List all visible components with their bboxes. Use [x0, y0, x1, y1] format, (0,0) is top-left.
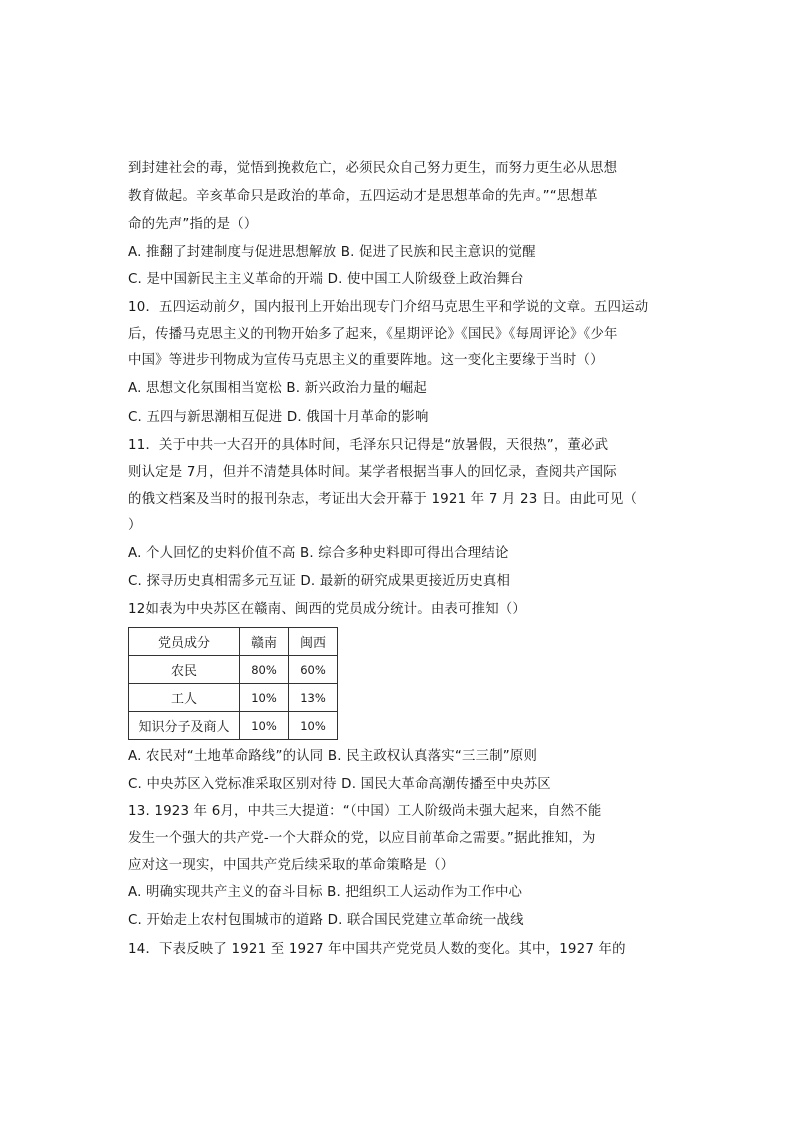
- q10-options-cd: C. 五四与新思潮相互促进 D. 俄国十月革命的影响: [128, 410, 429, 425]
- q9-stem-line-2: 教育做起。辛亥革命只是政治的革命，五四运动才是思想革命的先声。”“思想革: [128, 189, 598, 204]
- table-cell: 13%: [289, 684, 338, 712]
- q10-stem-line-3: 中国》等进步刊物成为宣传马克思主义的重要阵地。这一变化主要缘于当时（）: [128, 353, 604, 368]
- q9-options-cd: C. 是中国新民主主义革命的开端 D. 使中国工人阶级登上政治舞台: [128, 272, 524, 287]
- table-row: [129, 684, 338, 712]
- q11-stem-line-2: 则认定是 7月，但并不清楚具体时间。某学者根据当事人的回忆录，查阅共产国际: [128, 465, 617, 480]
- table-cell: 80%: [240, 656, 289, 684]
- q9-stem-line-1: 到封建社会的毒，觉悟到挽救危亡，必须民众自己努力更生，而努力更生必从思想: [128, 161, 618, 176]
- table-cell: 工人: [129, 684, 240, 712]
- q10-options-ab: A. 思想文化氛围相当宽松 B. 新兴政治力量的崛起: [128, 381, 428, 396]
- q11-options-cd: C. 探寻历史真相需多元互证 D. 最新的研究成果更接近历史真相: [128, 574, 511, 589]
- q11-options-ab: A. 个人回忆的史料价值不高 B. 综合多种史料即可得出合理结论: [128, 546, 509, 561]
- table-header-cell: 赣南: [240, 628, 289, 656]
- q9-stem-line-3: 命的先声”指的是（）: [128, 217, 258, 232]
- q10-stem-line-2: 后，传播马克思主义的刊物开始多了起来，《星期评论》《国民》《每周评论》《少年: [128, 327, 618, 342]
- table-header-row: [129, 628, 338, 656]
- q12-options-ab: A. 农民对“土地革命路线”的认同 B. 民主政权认真落实“三三制”原则: [128, 749, 538, 764]
- q14-stem-line-1: 14．下表反映了 1921 至 1927 年中国共产党党员人数的变化。其中，1927 年的: [128, 942, 626, 957]
- table-header-cell: 党员成分: [129, 628, 240, 656]
- q13-stem-line-2: 发生一个强大的共产党-一个大群众的党，以应目前革命之需要。”据此推知，为: [128, 831, 596, 846]
- table-cell: 10%: [240, 684, 289, 712]
- table-row: [129, 656, 338, 684]
- table-row: [129, 712, 338, 740]
- table-cell: 10%: [240, 712, 289, 740]
- table-header-cell: 闽西: [289, 628, 338, 656]
- q13-stem-line-1: 13. 1923 年 6月，中共三大提道：“（中国）工人阶级尚未强大起来，自然不能: [128, 804, 602, 819]
- q12-options-cd: C. 中央苏区入党标准采取区别对待 D. 国民大革命高潮传播至中央苏区: [128, 777, 551, 792]
- q13-options-ab: A. 明确实现共产主义的奋斗目标 B. 把组织工人运动作为工作中心: [128, 885, 523, 900]
- table-cell: 知识分子及商人: [129, 712, 240, 740]
- q10-stem-line-1: 10．五四运动前夕，国内报刊上开始出现专门介绍马克思生平和学说的文章。五四运动: [128, 300, 649, 315]
- q11-stem-line-3: 的俄文档案及当时的报刊杂志，考证出大会开幕于 1921 年 7 月 23 日。由此可见（: [128, 492, 638, 507]
- q13-options-cd: C. 开始走上农村包围城市的道路 D. 联合国民党建立革命统一战线: [128, 913, 524, 928]
- q12-stem-line-1: 12如表为中央苏区在赣南、闽西的党员成分统计。由表可推知（）: [128, 602, 526, 617]
- table-cell: 农民: [129, 656, 240, 684]
- q9-options-ab: A. 推翻了封建制度与促进思想解放 B. 促进了民族和民主意识的觉醒: [128, 245, 536, 260]
- party-member-composition-table: [128, 627, 338, 740]
- q11-stem-line-4: ）: [128, 518, 142, 533]
- q13-stem-line-3: 应对这一现实，中国共产党后续采取的革命策略是（）: [128, 858, 455, 873]
- table-cell: 60%: [289, 656, 338, 684]
- table-cell: 10%: [289, 712, 338, 740]
- q11-stem-line-1: 11．关于中共一大召开的具体时间，毛泽东只记得是“放暑假，天很热”，董必武: [128, 438, 609, 453]
